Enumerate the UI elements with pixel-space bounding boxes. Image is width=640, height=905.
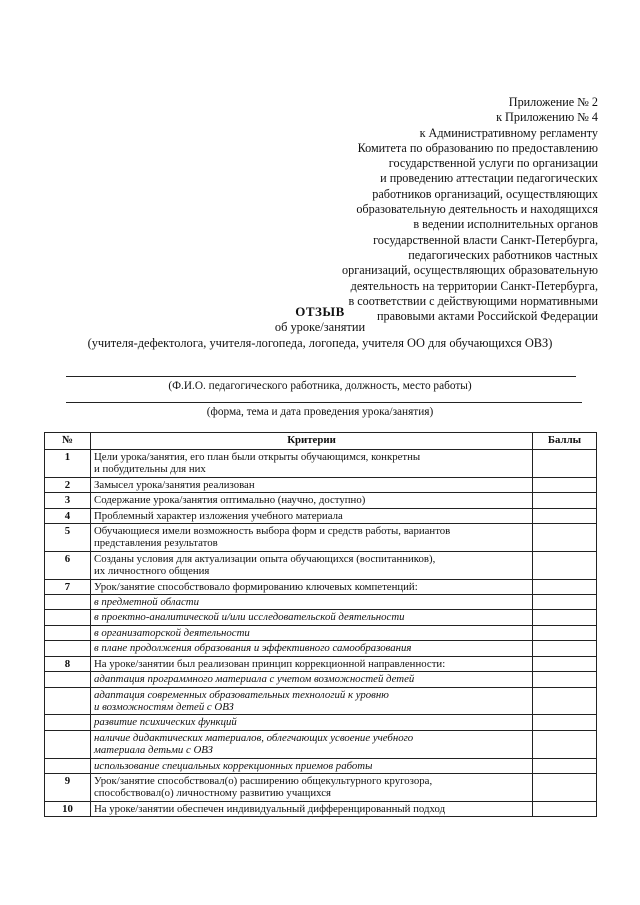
table-subrow <box>45 672 597 687</box>
table-row <box>45 656 597 671</box>
header-line: деятельность на территории Санкт-Петербурга, <box>350 278 598 293</box>
row-number: 9 <box>45 773 91 801</box>
table-row <box>45 551 597 579</box>
row-score-cell[interactable] <box>533 758 597 773</box>
row-score-cell[interactable] <box>533 579 597 594</box>
table-header-row <box>45 433 597 450</box>
row-criterion: Содержание урока/занятия оптимально (научно, доступно) <box>91 493 533 508</box>
row-criterion: Замысел урока/занятия реализован <box>91 477 533 492</box>
row-number <box>45 672 91 687</box>
row-criterion: Созданы условия для актуализации опыта обучающихся (воспитанников), их личностного общения <box>91 551 533 579</box>
row-score-cell[interactable] <box>533 715 597 730</box>
row-score-cell[interactable] <box>533 610 597 625</box>
row-score-cell[interactable] <box>533 730 597 758</box>
header-line: образовательную деятельность и находящихся <box>356 202 598 217</box>
header-line: к Приложению № 4 <box>496 110 598 125</box>
table-row <box>45 508 597 523</box>
row-score-cell[interactable] <box>533 493 597 508</box>
row-score-cell[interactable] <box>533 641 597 656</box>
header-line: государственной власти Санкт-Петербурга, <box>373 232 598 247</box>
header-line: Комитета по образованию по предоставлению <box>357 140 598 155</box>
row-score-cell[interactable] <box>533 801 597 816</box>
row-score-cell[interactable] <box>533 595 597 610</box>
row-criterion: Обучающиеся имели возможность выбора форм и средств работы, вариантов представления результатов <box>91 524 533 552</box>
row-score-cell[interactable] <box>533 477 597 492</box>
header-line: педагогических работников частных <box>408 247 598 262</box>
fill-line-lesson <box>66 402 582 403</box>
header-num: № <box>45 433 91 450</box>
fill-line-teacher <box>66 376 576 377</box>
header-line: Приложение № 2 <box>508 95 598 109</box>
row-number <box>45 730 91 758</box>
row-criterion: На уроке/занятии был реализован принцип коррекционной направленности: <box>91 656 533 671</box>
table-subrow <box>45 687 597 715</box>
row-number <box>45 625 91 640</box>
header-line: к Административному регламенту <box>419 125 598 140</box>
row-number <box>45 610 91 625</box>
row-criterion: адаптация современных образовательных технологий к уровню и возможностям детей с ОВЗ <box>91 687 533 715</box>
table-subrow <box>45 595 597 610</box>
table-row <box>45 524 597 552</box>
row-number <box>45 641 91 656</box>
row-number <box>45 595 91 610</box>
caption-lesson: (форма, тема и дата проведения урока/занятия) <box>206 406 434 418</box>
row-number: 2 <box>45 477 91 492</box>
criteria-table <box>44 432 597 817</box>
table-subrow <box>45 730 597 758</box>
row-criterion: наличие дидактических материалов, облегчающих усвоение учебного материала детьми с ОВЗ <box>91 730 533 758</box>
header-line: государственной услуги по организации <box>388 156 598 171</box>
header-line: правовыми актами Российской Федерации <box>376 309 598 324</box>
row-number <box>45 715 91 730</box>
header-line: организаций, осуществляющих образовательную <box>342 263 598 278</box>
row-criterion: Проблемный характер изложения учебного материала <box>91 508 533 523</box>
row-number: 5 <box>45 524 91 552</box>
caption-teacher: (Ф.И.О. педагогического работника, должность, место работы) <box>168 380 472 392</box>
row-score-cell[interactable] <box>533 687 597 715</box>
table-row <box>45 477 597 492</box>
row-score-cell[interactable] <box>533 508 597 523</box>
row-score-cell[interactable] <box>533 450 597 478</box>
document-title: ОТЗЫВ <box>295 304 345 319</box>
row-criterion: в организаторской деятельности <box>91 625 533 640</box>
row-criterion: в плане продолжения образования и эффективного самообразования <box>91 641 533 656</box>
row-criterion: развитие психических функций <box>91 715 533 730</box>
row-score-cell[interactable] <box>533 672 597 687</box>
row-criterion: Цели урока/занятия, его план были открыты обучающимся, конкретны и побудительны для них <box>91 450 533 478</box>
row-number: 3 <box>45 493 91 508</box>
row-number: 6 <box>45 551 91 579</box>
table-row <box>45 801 597 816</box>
row-number: 10 <box>45 801 91 816</box>
table-row <box>45 579 597 594</box>
table-subrow <box>45 641 597 656</box>
header-criteria: Критерии <box>91 433 533 450</box>
row-score-cell[interactable] <box>533 625 597 640</box>
appendix-header <box>298 95 598 324</box>
row-score-cell[interactable] <box>533 656 597 671</box>
header-line: работников организаций, осуществляющих <box>372 186 598 201</box>
document-subtitle-roles: (учителя-дефектолога, учителя-логопеда, логопеда, учителя ОО для обучающихся ОВЗ) <box>87 336 553 350</box>
table-subrow <box>45 715 597 730</box>
row-score-cell[interactable] <box>533 773 597 801</box>
row-number: 8 <box>45 656 91 671</box>
row-criterion: в предметной области <box>91 595 533 610</box>
row-criterion: На уроке/занятии обеспечен индивидуальный дифференцированный подход <box>91 801 533 816</box>
table-subrow <box>45 625 597 640</box>
header-score: Баллы <box>533 433 597 450</box>
header-line: и проведению аттестации педагогических <box>380 171 598 186</box>
row-score-cell[interactable] <box>533 524 597 552</box>
table-row <box>45 450 597 478</box>
row-criterion: использование специальных коррекционных приемов работы <box>91 758 533 773</box>
table-row <box>45 773 597 801</box>
row-number <box>45 758 91 773</box>
table-subrow <box>45 610 597 625</box>
row-criterion: Урок/занятие способствовал(о) расширению общекультурного кругозора, способствовал(о) личностному развитию учащихся <box>91 773 533 801</box>
header-line: в соответствии с действующими нормативными <box>348 293 598 308</box>
table-row <box>45 493 597 508</box>
row-score-cell[interactable] <box>533 551 597 579</box>
document-subtitle: об уроке/занятии <box>274 320 366 334</box>
row-number: 4 <box>45 508 91 523</box>
row-criterion: в проектно-аналитической и/или исследовательской деятельности <box>91 610 533 625</box>
row-criterion: Урок/занятие способствовало формированию ключевых компетенций: <box>91 579 533 594</box>
row-number <box>45 687 91 715</box>
row-number: 1 <box>45 450 91 478</box>
row-criterion: адаптация программного материала с учетом возможностей детей <box>91 672 533 687</box>
row-number: 7 <box>45 579 91 594</box>
table-subrow <box>45 758 597 773</box>
header-line: в ведении исполнительных органов <box>413 217 598 232</box>
